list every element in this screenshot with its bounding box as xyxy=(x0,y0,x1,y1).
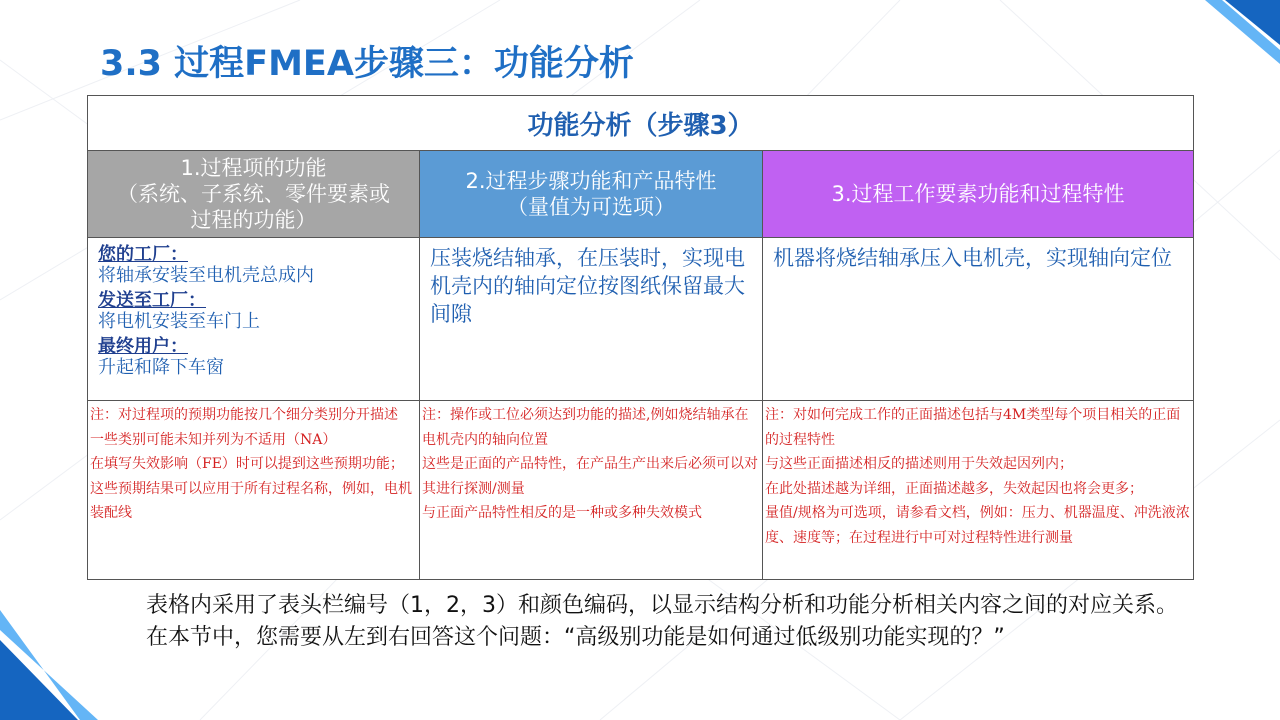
header-process-item-function: 1.过程项的功能 （系统、子系统、零件要素或 过程的功能） xyxy=(88,151,420,238)
note-line: 一些类别可能未知并列为不适用（NA） xyxy=(90,431,337,448)
function-analysis-table xyxy=(87,95,1194,580)
cell-process-item-function xyxy=(88,238,420,401)
note-line: 这些是正面的产品特性，在产品生产出来后必须可以对其进行探测/测量 xyxy=(422,456,758,497)
note-line: 注：对如何完成工作的正面描述包括与4M类型每个项目相关的正面的过程特性 xyxy=(765,407,1181,448)
note-line: 注：操作或工位必须达到功能的描述,例如烧结轴承在电机壳内的轴向位置 xyxy=(422,407,749,448)
footer-explanation: 表格内采用了表头栏编号（1，2，3）和颜色编码，以显示结构分析和功能分析相关内容之间的对应关系。在本节中，您需要从左到右回答这个问题：“高级别功能是如何通过低级别功能实现的？” xyxy=(146,593,1178,650)
value-ship-to-plant: 将电机安装至车门上 xyxy=(98,311,260,332)
label-your-plant: 您的工厂： xyxy=(98,244,188,265)
note-line: 在填写失效影响（FE）时可以提到这些预期功能；这些预期结果可以应用于所有过程名称，例如，电机装配线 xyxy=(90,456,412,521)
label-end-user: 最终用户： xyxy=(98,336,188,357)
value-end-user: 升起和降下车窗 xyxy=(98,357,224,378)
header-work-element-function: 3.过程工作要素功能和过程特性 xyxy=(763,151,1194,238)
label-ship-to-plant: 发送至工厂： xyxy=(98,290,206,311)
value-your-plant: 将轴承安装至电机壳总成内 xyxy=(98,265,314,286)
note-process-item xyxy=(88,401,420,580)
slide-title: 3.3 过程FMEA步骤三：功能分析 xyxy=(100,44,634,84)
note-work-element xyxy=(763,401,1194,580)
note-line: 在此处描述越为详细，正面描述越多，失效起因也将会更多； xyxy=(765,480,1143,497)
header-process-step-function: 2.过程步骤功能和产品特性 （量值为可选项） xyxy=(420,151,763,238)
note-line: 与这些正面描述相反的描述则用于失效起因列内； xyxy=(765,456,1073,472)
cell-process-step-function: 压装烧结轴承，在压装时，实现电机壳内的轴向定位按图纸保留最大间隙 xyxy=(420,238,763,401)
note-process-step xyxy=(420,401,763,580)
table-title: 功能分析（步骤3） xyxy=(88,96,1194,151)
note-line: 与正面产品特性相反的是一种或多种失效模式 xyxy=(422,505,702,521)
note-line: 注：对过程项的预期功能按几个细分类别分开描述 xyxy=(90,407,398,423)
cell-work-element-function: 机器将烧结轴承压入电机壳，实现轴向定位 xyxy=(763,238,1194,401)
note-line: 量值/规格为可选项，请参看文档，例如：压力、机器温度、冲洗液浓度、速度等；在过程进行中可对过程特性进行测量 xyxy=(765,505,1190,546)
